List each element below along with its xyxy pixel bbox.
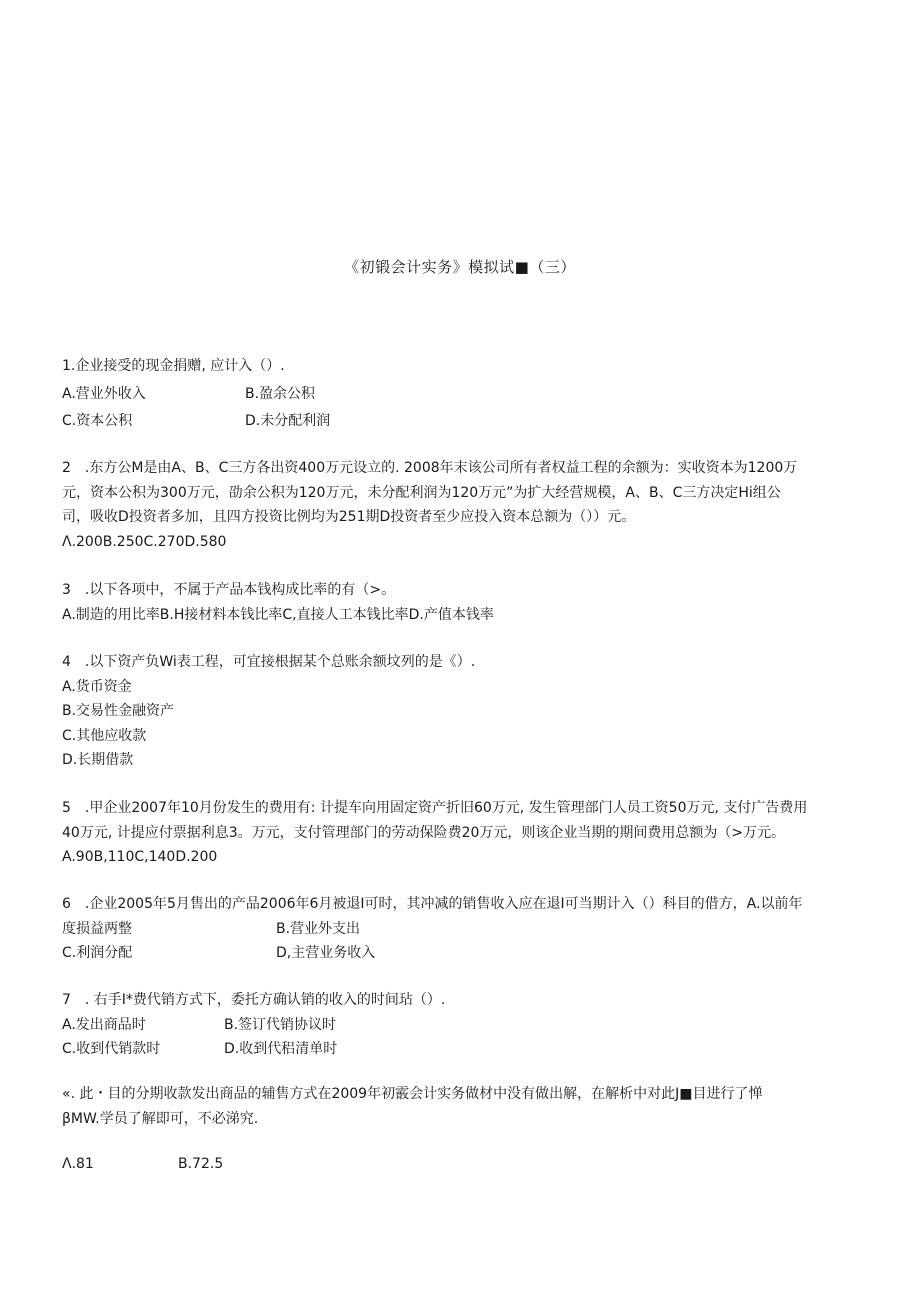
question-3-options: A.制造的用比率B.H接材料本钱比率C,直接人工本钱比率D.产值本钱率: [62, 606, 494, 623]
question-5: [62, 796, 862, 870]
note-line-2: βMW.学员了解即可，不必涕究.: [62, 1110, 259, 1127]
question-6-option-a-cont: 度损益两整: [62, 920, 132, 937]
question-6-option-b: B.营业外支出: [276, 920, 361, 937]
question-8-option-a: Λ.81: [62, 1156, 94, 1172]
question-2-line-3: 司，吸收D投资者多加，且四方投资比例均为251期D投资者至少应投入资本总额为（））元。: [62, 509, 636, 525]
question-4-option-c: C.其他应收款: [62, 727, 147, 744]
question-4-stem: 4 .以下资产负Wi表工程，可宜接根据某个总账余额坟列的是《）.: [62, 654, 476, 670]
question-2-line-2: 元，资本公积为300万元，劭余公积为120万元，未分配利润为120万元”为扩大经营规模，A、B、C三方决定Hi组公: [62, 484, 781, 501]
question-3: [62, 578, 862, 627]
question-2-options: Λ.200B.250C.270D.580: [62, 533, 227, 550]
question-2-line-1: 2 .东方公M是由A、B、C三方各出资400万元设立的. 2008年末该公司所有者权益工程的余额为：实收资本为1200万: [62, 460, 798, 476]
question-5-line-2: 40万元, 计提应付票据利息3。万元，支付管理部门的劳动保险费20万元，则该企业当期的期间费用总额为（>万元。: [62, 824, 786, 841]
question-1: [62, 354, 862, 434]
note-line-1: «. 此・目的分期收款发出商品的辅售方式在2009年初霰会计实务做材中没有做出解，在解析中对此J■目进行了惮: [62, 1086, 763, 1102]
question-7: [62, 988, 862, 1062]
question-4-option-d: D.长期借款: [62, 752, 134, 768]
question-7-option-d: D.收到代稆清单时: [224, 1041, 338, 1057]
question-4: [62, 650, 862, 773]
question-7-option-b: B.签订代销协议时: [224, 1016, 337, 1033]
question-1-stem: 1.企业接受的现金捐赠, 应计入（）.: [62, 358, 285, 374]
question-3-stem: 3 .以下各项中，不属于产品本钱构成比率的有（>。: [62, 582, 396, 598]
question-6-option-d: D,主营业务收入: [276, 945, 376, 961]
question-1-option-c: C.资本公积: [62, 413, 133, 429]
question-1-option-b: B.盈余公积: [245, 385, 316, 402]
question-1-option-d: D.未分配利润: [245, 413, 331, 429]
question-7-option-a: A.发出商品时: [62, 1016, 146, 1033]
question-4-option-b: B.交易性金融资产: [62, 703, 175, 719]
question-6: [62, 892, 862, 966]
question-7-option-c: C.收到代销款时: [62, 1041, 161, 1057]
question-4-option-a: A.货币资金: [62, 678, 132, 695]
note-paragraph: [62, 1082, 862, 1131]
question-5-options: A.90B,110C,140D.200: [62, 849, 218, 865]
question-6-line-1: 6 .企业2005年5月售出的产品2006年6月被退I可时，其冲减的销售收入应在退I可当期计入（）科目的借方，A.以前年: [62, 896, 803, 912]
question-8-option-b: B.72.5: [178, 1156, 224, 1172]
question-2: [62, 456, 862, 554]
question-7-stem: 7 . 右手I*费代销方式下，委托方确认销的收入的时间玷（）.: [62, 992, 446, 1008]
document-title: 《初锻会计实务》模拟试■（三）: [344, 258, 576, 276]
question-1-option-a: A.营业外收入: [62, 385, 146, 402]
question-6-option-c: C.利润分配: [62, 945, 133, 961]
question-8: [62, 1152, 862, 1177]
question-5-line-1: 5 .甲企业2007年10月份发生的费用有: 计提车向用固定资产折旧60万元, 发生管理部门人员工资50万元, 支付广告费用: [62, 800, 808, 816]
